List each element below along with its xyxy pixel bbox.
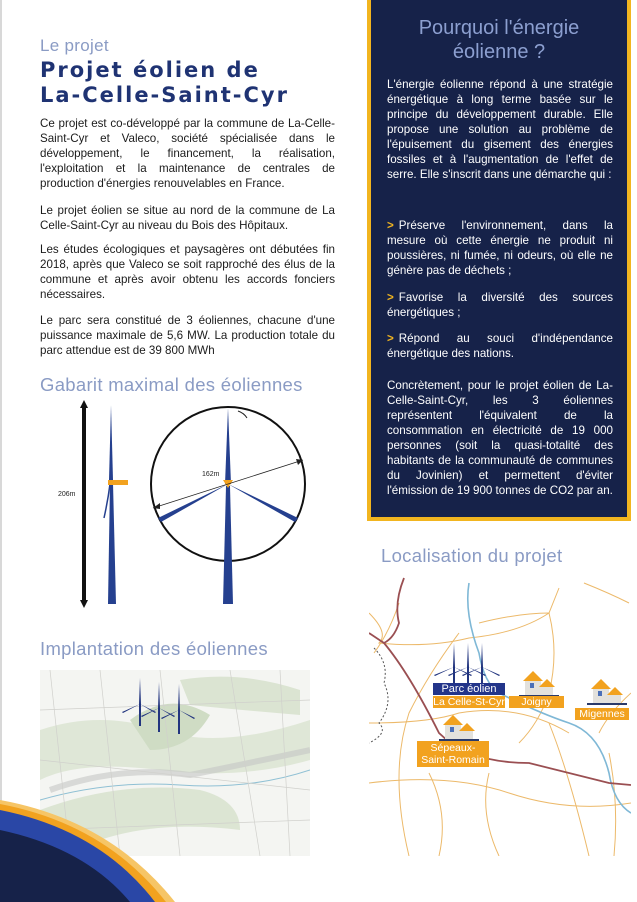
page-title xyxy=(40,58,289,108)
panel-title-line2: éolienne ? xyxy=(452,41,546,63)
panel-bullet xyxy=(387,290,613,320)
house-icon xyxy=(439,713,479,741)
bullet-text: Favorise la diversité des sources énergétiques ; xyxy=(387,291,613,319)
park-label: Parc éolien xyxy=(433,683,505,695)
intro-paragraph: Ce projet est co-développé par la commune de La-Celle-Saint-Cyr et Valeco, société spécialisée dans le développement, le financement, la réalisation, l'exploitation et la maintenance de centrales de production d'énergies renouvelables en France. xyxy=(40,117,335,190)
panel-bullet xyxy=(387,218,613,278)
town-label-joigny: Joigny xyxy=(509,696,564,708)
page-title-line1: Projet éolien de xyxy=(40,58,260,82)
wind-park-icon xyxy=(434,641,504,683)
panel-title-line1: Pourquoi l'énergie xyxy=(418,17,580,39)
panel-bullet xyxy=(387,331,613,361)
bullet-text: Répond au souci d'indépendance énergétique des nations. xyxy=(387,332,613,360)
bullet-text: Préserve l'environnement, dans la mesure où cette énergie ne produit ni poussières, ni fumée, ni odeurs, où elle ne génère pas de déchets ; xyxy=(387,219,613,277)
page-edge xyxy=(0,0,2,902)
page-title-line2: La-Celle-Saint-Cyr xyxy=(40,83,289,107)
boundary-line xyxy=(369,648,388,743)
turbine-dimension-diagram xyxy=(50,400,340,610)
panel-conclusion: Concrètement, pour le projet éolien de La-Celle-Saint-Cyr, les 3 éoliennes représentent l'équivalent de la consommation en électricité de 19 000 personnes (soit la quasi-totalité des habitants de la communauté de communes du Jovinien) et permettent d'éviter l'émission de 19 900 tonnes de CO2 par an. xyxy=(387,379,613,497)
intro-paragraph: Le projet éolien se situe au nord de la commune de La Celle-Saint-Cyr au niveau du Bois des Hôpitaux. xyxy=(40,204,335,232)
why-wind-energy-panel xyxy=(367,0,631,521)
town-label-sepeaux-line1: Sépeaux- xyxy=(430,742,476,754)
map-turbine-group-icon xyxy=(120,674,200,736)
intro-paragraph: Le parc sera constitué de 3 éoliennes, chacune d'une puissance maximale de 5,6 MW. La production totale du parc attendue est de 39 800 MWh xyxy=(40,314,335,357)
house-icon xyxy=(519,669,559,697)
localisation-map xyxy=(369,573,631,856)
intro-paragraph: Les études écologiques et paysagères ont débutées fin 2018, après que Valeco se soit rapproché des élus de la commune et après avoir obtenu les accords fonciers nécessaires. xyxy=(40,243,335,301)
diameter-label: 162m xyxy=(202,471,220,478)
house-icon xyxy=(587,677,627,705)
panel-title xyxy=(371,16,627,64)
implantation-title: Implantation des éoliennes xyxy=(40,638,268,659)
implantation-map xyxy=(40,670,310,856)
section-kicker: Le projet xyxy=(40,36,109,55)
gabarit-title: Gabarit maximal des éoliennes xyxy=(40,374,303,395)
side-view-turbine xyxy=(104,405,128,604)
rotor-view-turbine xyxy=(151,407,305,604)
town-label-sepeaux xyxy=(417,741,489,767)
chevron-right-icon: > xyxy=(387,332,394,345)
panel-intro: L'énergie éolienne répond à une stratégie énergétique à long terme basée sur le principe du développement durable. Elle propose une solution au problème de l'épuisement du gisement des énergies fossiles et à l'augmentation de l'effet de serre. Elle s'inscrit dans une démarche qui : xyxy=(387,78,613,181)
chevron-right-icon: > xyxy=(387,219,394,232)
height-label: 206m xyxy=(58,491,76,498)
park-town-label: La Celle-St-Cyr xyxy=(433,696,505,708)
chevron-right-icon: > xyxy=(387,291,394,304)
height-arrow xyxy=(80,400,88,608)
town-label-sepeaux-line2: Saint-Romain xyxy=(421,754,485,766)
town-label-migennes: Migennes xyxy=(575,708,629,720)
localisation-title: Localisation du projet xyxy=(381,545,563,566)
